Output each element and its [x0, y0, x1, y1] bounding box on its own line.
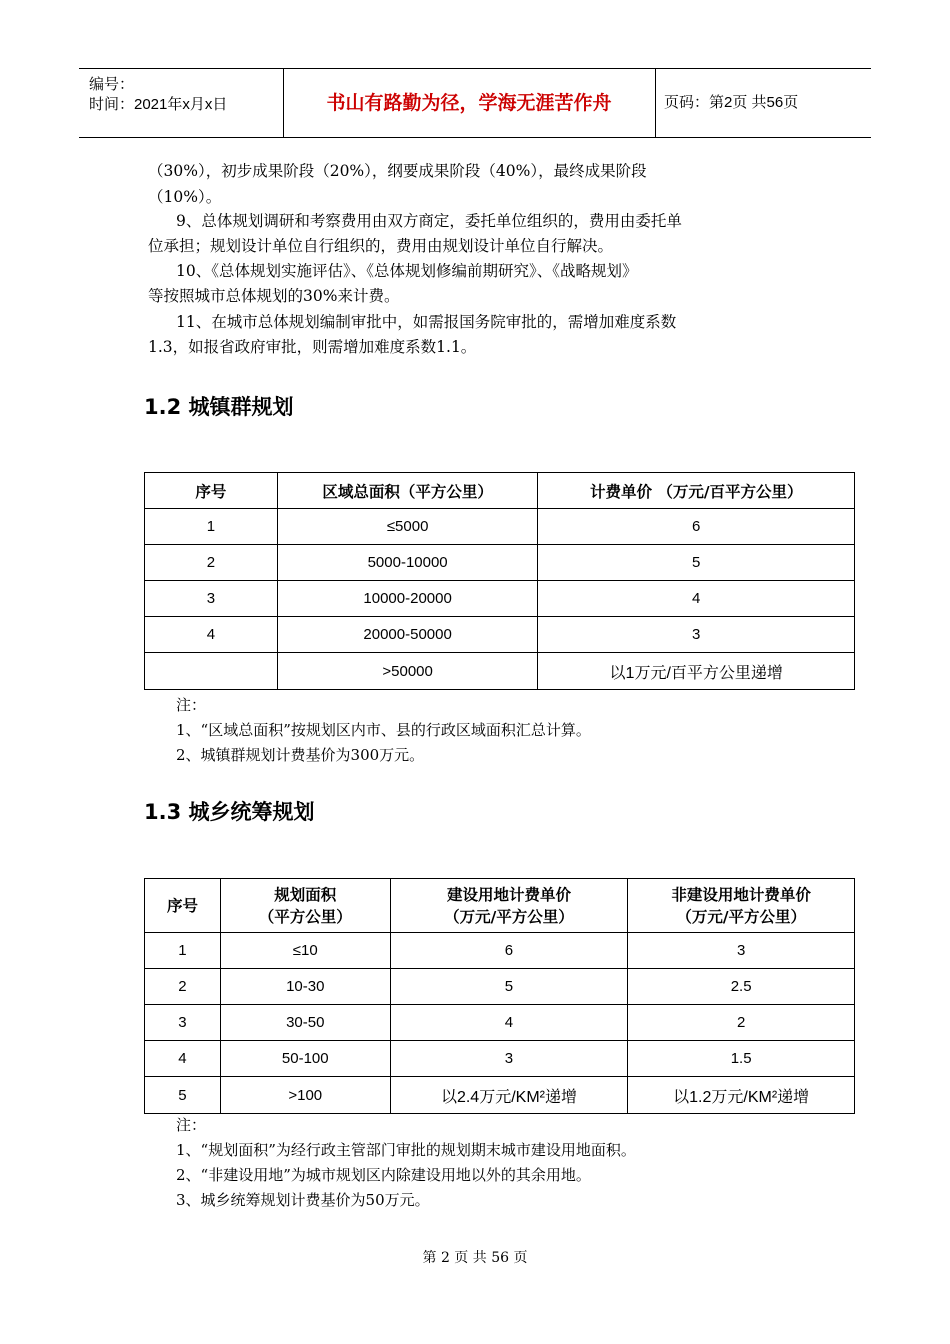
table-cell: [145, 653, 278, 690]
table-cell: 4: [390, 1005, 628, 1041]
header-motto: 书山有路勤为径，学海无涯苦作舟: [326, 92, 612, 114]
table-cell: 以1万元/百平方公里递增: [538, 653, 855, 690]
table-cell: >100: [220, 1077, 390, 1114]
table-cell: 以2.4万元/KM²递增: [390, 1077, 628, 1114]
table-row: [145, 969, 855, 1005]
note-line: 2、“非建设用地”为城市规划区内除建设用地以外的其余用地。: [176, 1166, 591, 1184]
paragraph-line: 等按照城市总体规划的30%来计费。: [148, 287, 400, 305]
table-cell: 2: [628, 1005, 855, 1041]
column-header: 非建设用地计费单价 （万元/平方公里）: [628, 879, 855, 933]
table-cell: 5: [145, 1077, 221, 1114]
table-cell: 5000-10000: [277, 545, 538, 581]
table-cell: 3: [145, 1005, 221, 1041]
date-label: 时间：2021年x月x日: [89, 96, 228, 113]
table-cell: 3: [145, 581, 278, 617]
number-label: 编号：: [89, 76, 135, 93]
section-title: 1.3 城乡统筹规划: [144, 800, 315, 824]
header-divider: [655, 69, 656, 137]
note-title: 注：: [176, 1116, 207, 1134]
table-row: [145, 1077, 855, 1114]
table-cell: 3: [390, 1041, 628, 1077]
table-cell: 10000-20000: [277, 581, 538, 617]
table-cell: 6: [390, 933, 628, 969]
paragraph-line: 11、在城市总体规划编制审批中，如需报国务院审批的，需增加难度系数: [176, 313, 677, 331]
table-cell: 4: [145, 1041, 221, 1077]
header-meta: [89, 75, 227, 115]
table-cell: 10-30: [220, 969, 390, 1005]
header-page-info: 页码：第2页 共56页: [664, 94, 799, 111]
table-cell: 1: [145, 933, 221, 969]
note-line: 1、“区域总面积”按规划区内市、县的行政区域面积汇总计算。: [176, 721, 591, 739]
table-cell: 2: [145, 969, 221, 1005]
paragraph-line: （10%）。: [148, 188, 222, 206]
table-cell: 2.5: [628, 969, 855, 1005]
urban-cluster-fee-table: [144, 472, 855, 690]
table-row: [145, 545, 855, 581]
paragraph-line: 位承担；规划设计单位自行组织的，费用由规划设计单位自行解决。: [148, 237, 614, 255]
column-header: 序号: [145, 879, 221, 933]
table-row: [145, 581, 855, 617]
paragraph-line: （30%），初步成果阶段（20%），纲要成果阶段（40%），最终成果阶段: [148, 162, 647, 180]
table-row: [145, 1005, 855, 1041]
note-title: 注：: [176, 696, 207, 714]
note-line: 2、城镇群规划计费基价为300万元。: [176, 746, 425, 764]
paragraph-line: 1.3，如报省政府审批，则需增加难度系数1.1。: [148, 338, 477, 356]
column-header: 计费单价 （万元/百平方公里）: [538, 473, 855, 509]
table-cell: 4: [145, 617, 278, 653]
note-line: 1、“规划面积”为经行政主管部门审批的规划期末城市建设用地面积。: [176, 1141, 636, 1159]
section-title: 1.2 城镇群规划: [144, 395, 294, 419]
column-header: 规划面积 （平方公里）: [220, 879, 390, 933]
table-cell: ≤5000: [277, 509, 538, 545]
table-cell: 20000-50000: [277, 617, 538, 653]
table-cell: 1.5: [628, 1041, 855, 1077]
table-row: [145, 1041, 855, 1077]
table-header-row: [145, 879, 855, 933]
page-footer: 第 2 页 共 56 页: [422, 1250, 528, 1266]
table-cell: 4: [538, 581, 855, 617]
table-row: [145, 617, 855, 653]
paragraph-line: 10、《总体规划实施评估》、《总体规划修编前期研究》、《战略规划》: [176, 262, 638, 280]
table-cell: 30-50: [220, 1005, 390, 1041]
note-line: 3、城乡统筹规划计费基价为50万元。: [176, 1191, 430, 1209]
table-cell: 1: [145, 509, 278, 545]
table-cell: 5: [538, 545, 855, 581]
table-cell: 以1.2万元/KM²递增: [628, 1077, 855, 1114]
table-cell: 2: [145, 545, 278, 581]
column-header: 建设用地计费单价 （万元/平方公里）: [390, 879, 628, 933]
column-header: 区域总面积（平方公里）: [277, 473, 538, 509]
page-header: [79, 68, 871, 138]
table-cell: ≤10: [220, 933, 390, 969]
table-row: [145, 933, 855, 969]
table-cell: 5: [390, 969, 628, 1005]
column-header: 序号: [145, 473, 278, 509]
urban-rural-fee-table: [144, 878, 855, 1114]
table-cell: 6: [538, 509, 855, 545]
table-header-row: [145, 473, 855, 509]
table-cell: 3: [628, 933, 855, 969]
table-cell: 50-100: [220, 1041, 390, 1077]
paragraph-line: 9、总体规划调研和考察费用由双方商定，委托单位组织的，费用由委托单: [176, 212, 682, 230]
table-row: [145, 509, 855, 545]
table-row: [145, 653, 855, 690]
table-cell: >50000: [277, 653, 538, 690]
table-cell: 3: [538, 617, 855, 653]
